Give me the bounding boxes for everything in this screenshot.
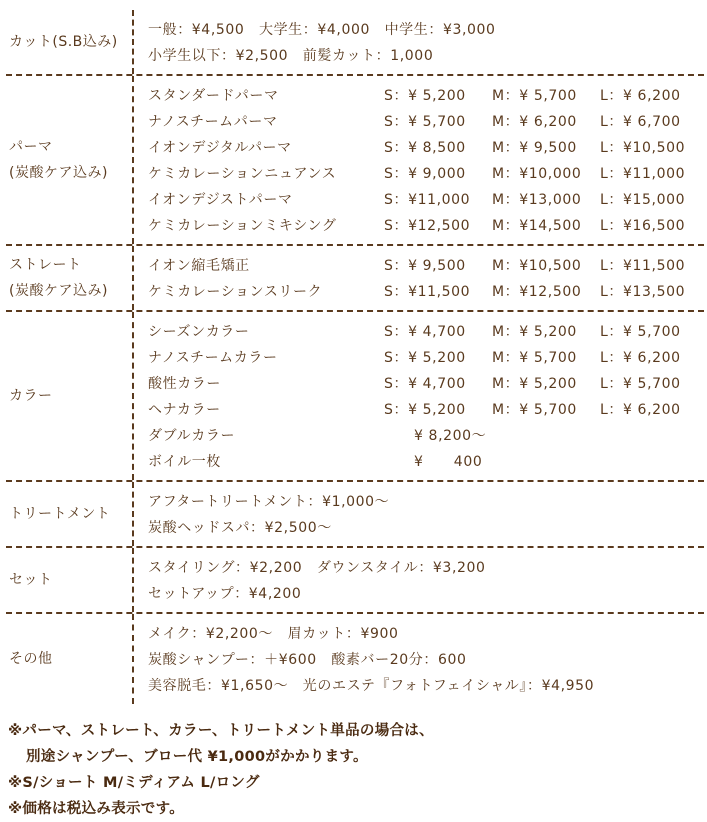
price-m: M：¥ 5,700 [492,88,577,104]
menu-name: ナノスチームカラー [148,350,278,366]
price-l: L：¥ 6,200 [600,402,681,418]
menu-item [148,279,704,305]
price-m: M：¥14,500 [492,218,582,234]
menu-name: ナノスチームパーマ [148,114,278,130]
menu-item [148,449,704,475]
menu-item [148,109,704,135]
menu-item [148,371,704,397]
menu-name: シーズンカラー [148,324,250,340]
price-s: S：¥ 4,700 [384,376,466,392]
category-label [6,312,134,480]
menu-name: スタンダードパーマ [148,88,279,104]
price-m: M：¥10,500 [492,258,582,274]
section-cut [6,10,704,76]
price-l: L：¥ 6,700 [600,114,681,130]
footnote: ※価格は税込み表示です。 [8,801,185,817]
price-s: S：¥ 5,200 [384,402,466,418]
category-text: セット [9,572,53,588]
section-items [134,246,704,310]
price-s: S：¥ 4,700 [384,324,466,340]
category-subtext: (炭酸ケア込み) [9,165,108,181]
price-line: メイク：¥2,200〜 眉カット：¥900 [148,626,399,642]
price-line: セットアップ：¥4,200 [148,586,302,602]
price-s: S：¥ 8,500 [384,140,466,156]
category-label [6,246,134,310]
section-items [134,312,704,480]
section-color [6,312,704,482]
menu-item [148,135,704,161]
price-l: L：¥ 6,200 [600,88,681,104]
menu-item [148,253,704,279]
price-single: ¥ 400 [414,454,483,470]
menu-item [148,213,704,239]
price-m: M：¥ 5,200 [492,376,577,392]
price-l: L：¥10,500 [600,140,686,156]
menu-name: 酸性カラー [148,376,221,392]
price-l: L：¥ 5,700 [600,324,681,340]
price-s: S：¥ 5,200 [384,88,466,104]
price-m: M：¥ 6,200 [492,114,577,130]
menu-item [148,187,704,213]
price-l: L：¥ 6,200 [600,350,681,366]
category-label [6,614,134,704]
category-subtext: (炭酸ケア込み) [9,283,108,299]
menu-item [148,423,704,449]
menu-item [148,161,704,187]
price-line: アフタートリートメント：¥1,000〜 [148,494,390,510]
price-m: M：¥10,000 [492,166,582,182]
price-m: M：¥ 5,700 [492,402,577,418]
footnote: ※パーマ、ストレート、カラー、トリートメント単品の場合は、 [8,723,434,739]
price-m: M：¥ 5,700 [492,350,577,366]
menu-item [148,83,704,109]
footnote: 別途シャンプー、ブロー代 ¥1,000がかかります。 [26,749,368,765]
price-single: ¥ 8,200〜 [414,428,487,444]
section-other [6,614,704,704]
category-label [6,10,134,74]
category-text: カラー [9,388,53,404]
section-straight [6,246,704,312]
category-text: パーマ [9,139,53,155]
menu-item [148,397,704,423]
price-m: M：¥12,500 [492,284,582,300]
price-s: S：¥ 5,200 [384,350,466,366]
price-s: S：¥11,500 [384,284,471,300]
category-label [6,548,134,612]
price-line: 炭酸シャンプー：＋¥600 酸素バー20分：600 [148,652,467,668]
price-line: 一般：¥4,500 大学生：¥4,000 中学生：¥3,000 [148,22,496,38]
menu-name: イオン縮毛矯正 [148,258,250,274]
price-line: スタイリング：¥2,200 ダウンスタイル：¥3,200 [148,560,486,576]
menu-item [148,345,704,371]
section-items [134,482,704,546]
menu-name: ダブルカラー [148,428,236,444]
category-text: ストレート [9,257,82,273]
price-l: L：¥16,500 [600,218,686,234]
menu-name: ケミカレーションニュアンス [148,166,337,182]
price-l: L：¥11,500 [600,258,686,274]
section-items [134,10,704,74]
category-label [6,76,134,244]
price-m: M：¥ 5,200 [492,324,577,340]
price-table [6,10,704,704]
menu-name: イオンデジタルパーマ [148,140,292,156]
section-items [134,76,704,244]
price-l: L：¥ 5,700 [600,376,681,392]
price-m: M：¥13,000 [492,192,582,208]
price-s: S：¥ 9,500 [384,258,466,274]
price-l: L：¥13,500 [600,284,686,300]
menu-name: ケミカレーションスリーク [148,284,323,300]
category-text: カット(S.B込み) [9,34,118,50]
price-line: 小学生以下：¥2,500 前髪カット：1,000 [148,48,434,64]
menu-name: ヘナカラー [148,402,221,418]
price-line: 美容脱毛：¥1,650〜 光のエステ『フォトフェイシャル』：¥4,950 [148,678,595,694]
section-items [134,548,704,612]
menu-name: ケミカレーションミキシング [148,218,337,234]
price-s: S：¥ 5,700 [384,114,466,130]
section-set [6,548,704,614]
menu-name: ボイル一枚 [148,454,221,470]
price-line: 炭酸ヘッドスパ：¥2,500〜 [148,520,332,536]
footnotes [8,718,703,822]
price-s: S：¥ 9,000 [384,166,466,182]
price-s: S：¥11,000 [384,192,471,208]
price-s: S：¥12,500 [384,218,471,234]
section-perm [6,76,704,246]
menu-item [148,319,704,345]
category-label [6,482,134,546]
price-m: M：¥ 9,500 [492,140,577,156]
price-l: L：¥11,000 [600,166,686,182]
section-treatment [6,482,704,548]
footnote: ※S/ショート M/ミディアム L/ロング [8,775,260,791]
price-l: L：¥15,000 [600,192,686,208]
category-text: トリートメント [9,506,111,522]
category-text: その他 [9,651,53,667]
section-items [134,614,704,704]
menu-name: イオンデジストパーマ [148,192,293,208]
